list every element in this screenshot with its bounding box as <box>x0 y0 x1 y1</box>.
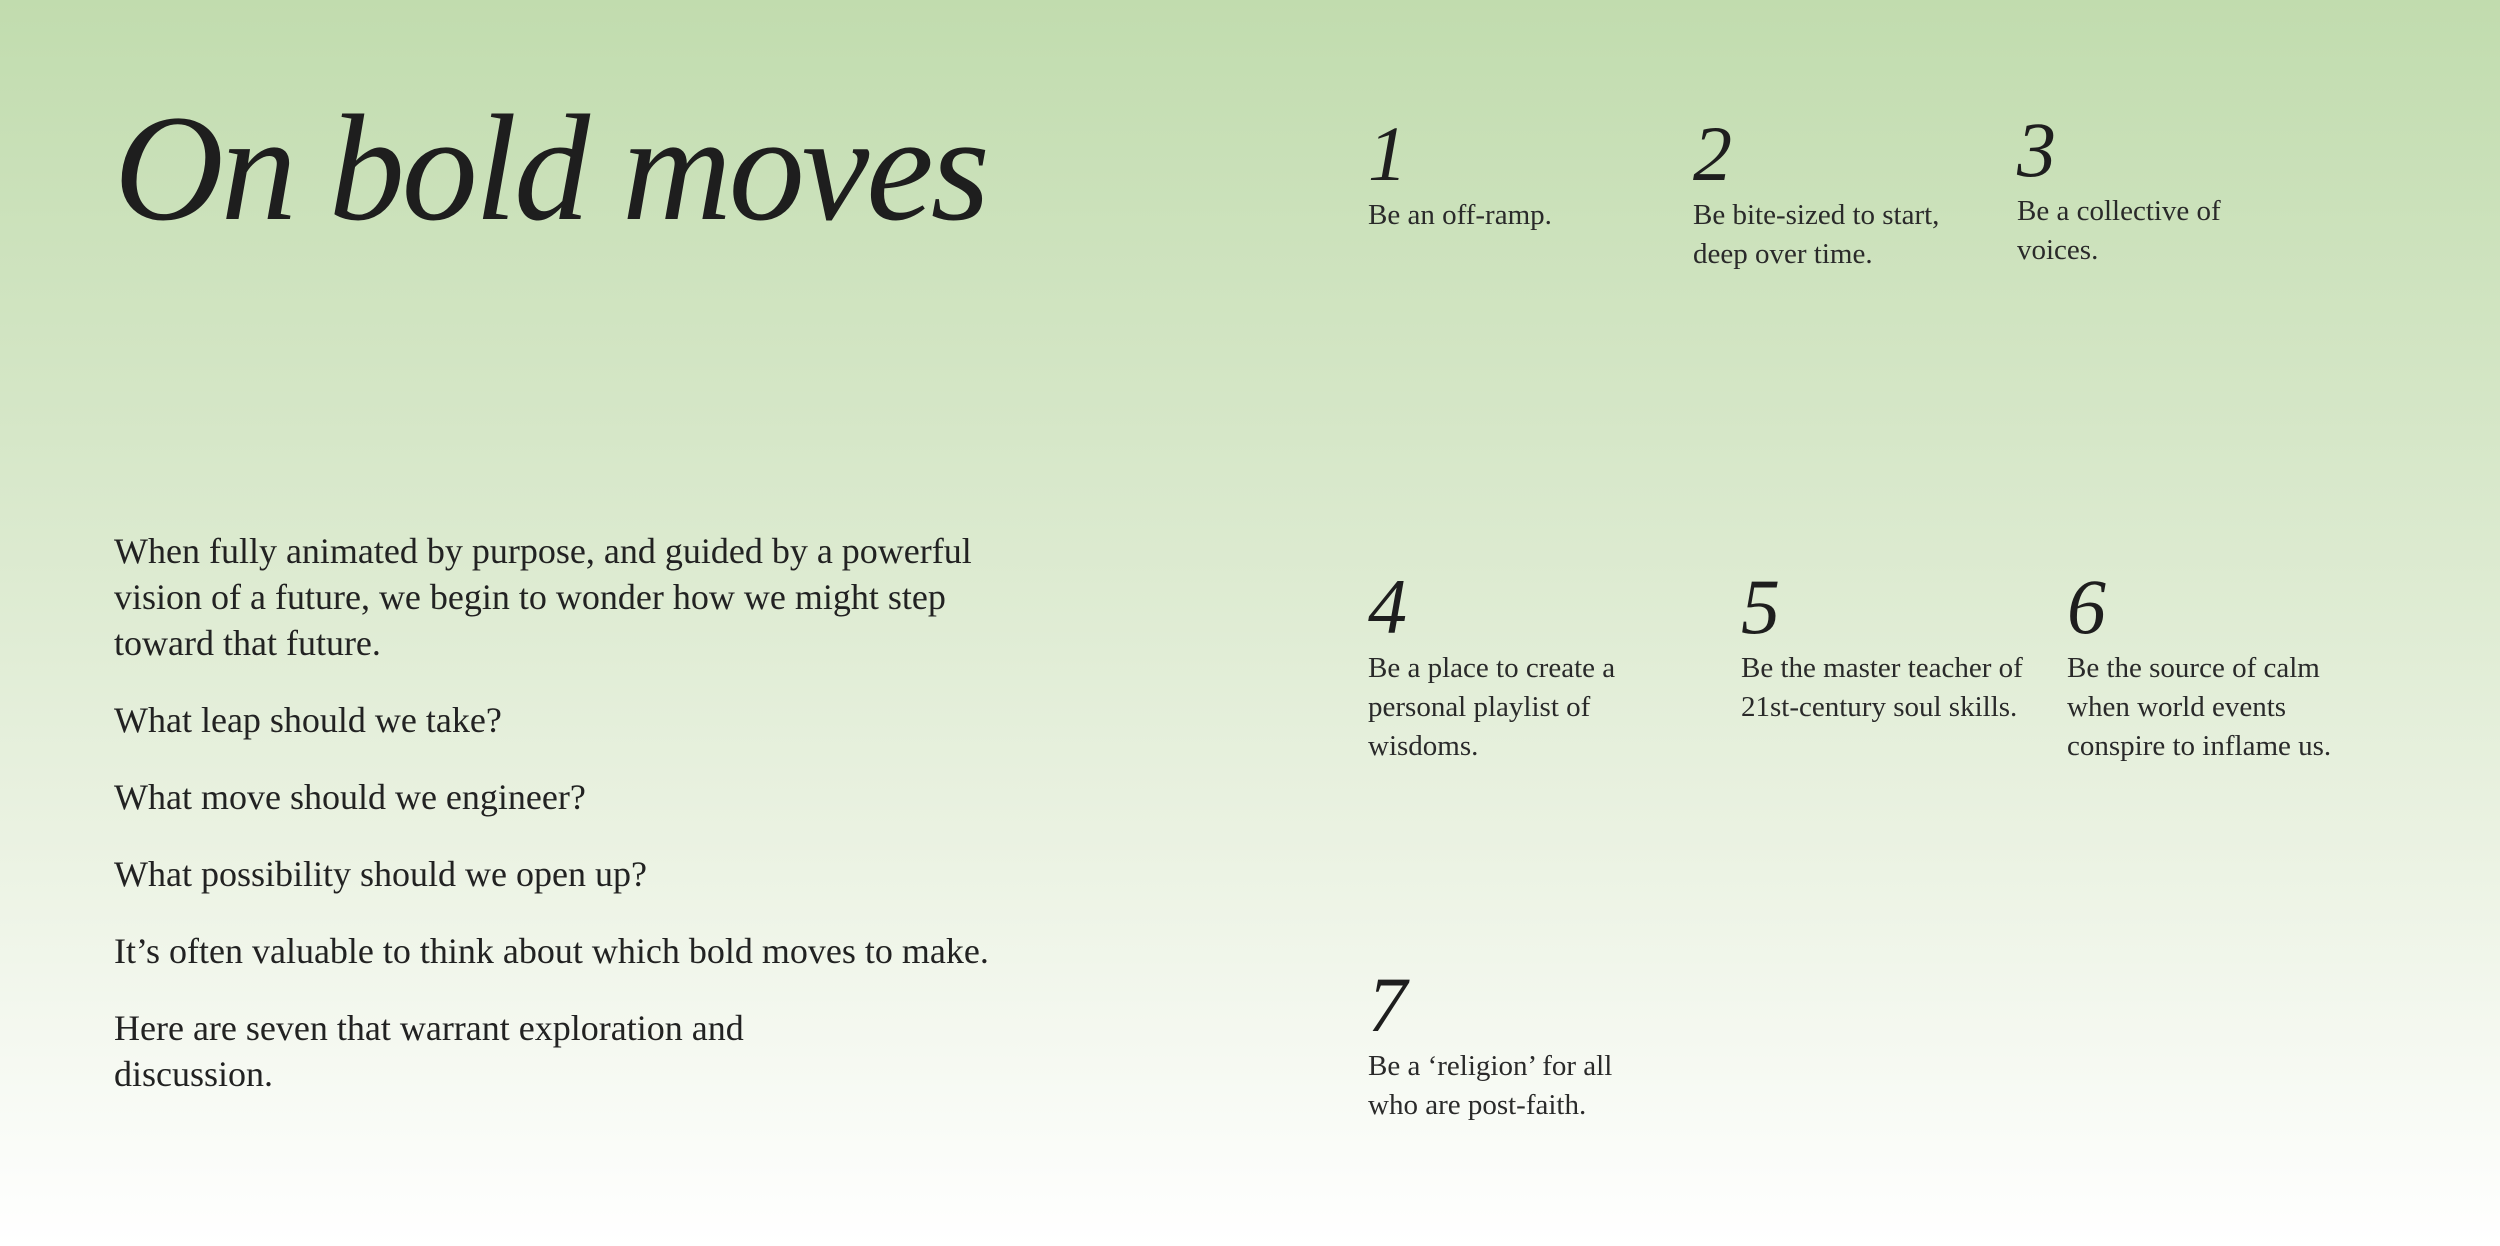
move-number: 5 <box>1741 563 1780 650</box>
move-5 <box>1741 563 2041 727</box>
intro-text <box>114 528 1174 1128</box>
move-1 <box>1368 110 1668 235</box>
page-title: On bold moves <box>114 84 987 252</box>
intro-paragraph: When fully animated by purpose, and guided by a powerful vision of a future, we begin to wonder how we might step toward that future. <box>114 531 972 663</box>
intro-closing: Here are seven that warrant exploration and discussion. <box>114 1008 744 1094</box>
move-text: Be a place to create a personal playlist of wisdoms. <box>1368 652 1616 762</box>
move-7 <box>1368 961 1668 1125</box>
intro-question-leap: What leap should we take? <box>114 700 502 740</box>
move-3 <box>2017 106 2247 270</box>
move-text: Be a ‘religion’ for all who are post-faith. <box>1368 1050 1613 1121</box>
move-6 <box>2067 563 2332 766</box>
move-2 <box>1693 110 1993 274</box>
move-number: 6 <box>2067 563 2106 650</box>
move-text: Be a collective of voices. <box>2017 195 2221 266</box>
intro-statement: It’s often valuable to think about which bold moves to make. <box>114 931 989 971</box>
move-text: Be the source of calm when world events conspire to inflame us. <box>2067 652 2332 762</box>
move-number: 2 <box>1693 110 1732 197</box>
intro-question-possibility: What possibility should we open up? <box>114 854 647 894</box>
move-text: Be an off-ramp. <box>1368 199 1552 231</box>
move-number: 7 <box>1368 961 1407 1048</box>
intro-question-move: What move should we engineer? <box>114 777 586 817</box>
move-4 <box>1368 563 1668 766</box>
move-number: 4 <box>1368 563 1407 650</box>
move-text: Be bite-sized to start, deep over time. <box>1693 199 1940 270</box>
move-text: Be the master teacher of 21st-century soul skills. <box>1741 652 2023 723</box>
move-number: 3 <box>2017 106 2056 193</box>
move-number: 1 <box>1368 110 1407 197</box>
